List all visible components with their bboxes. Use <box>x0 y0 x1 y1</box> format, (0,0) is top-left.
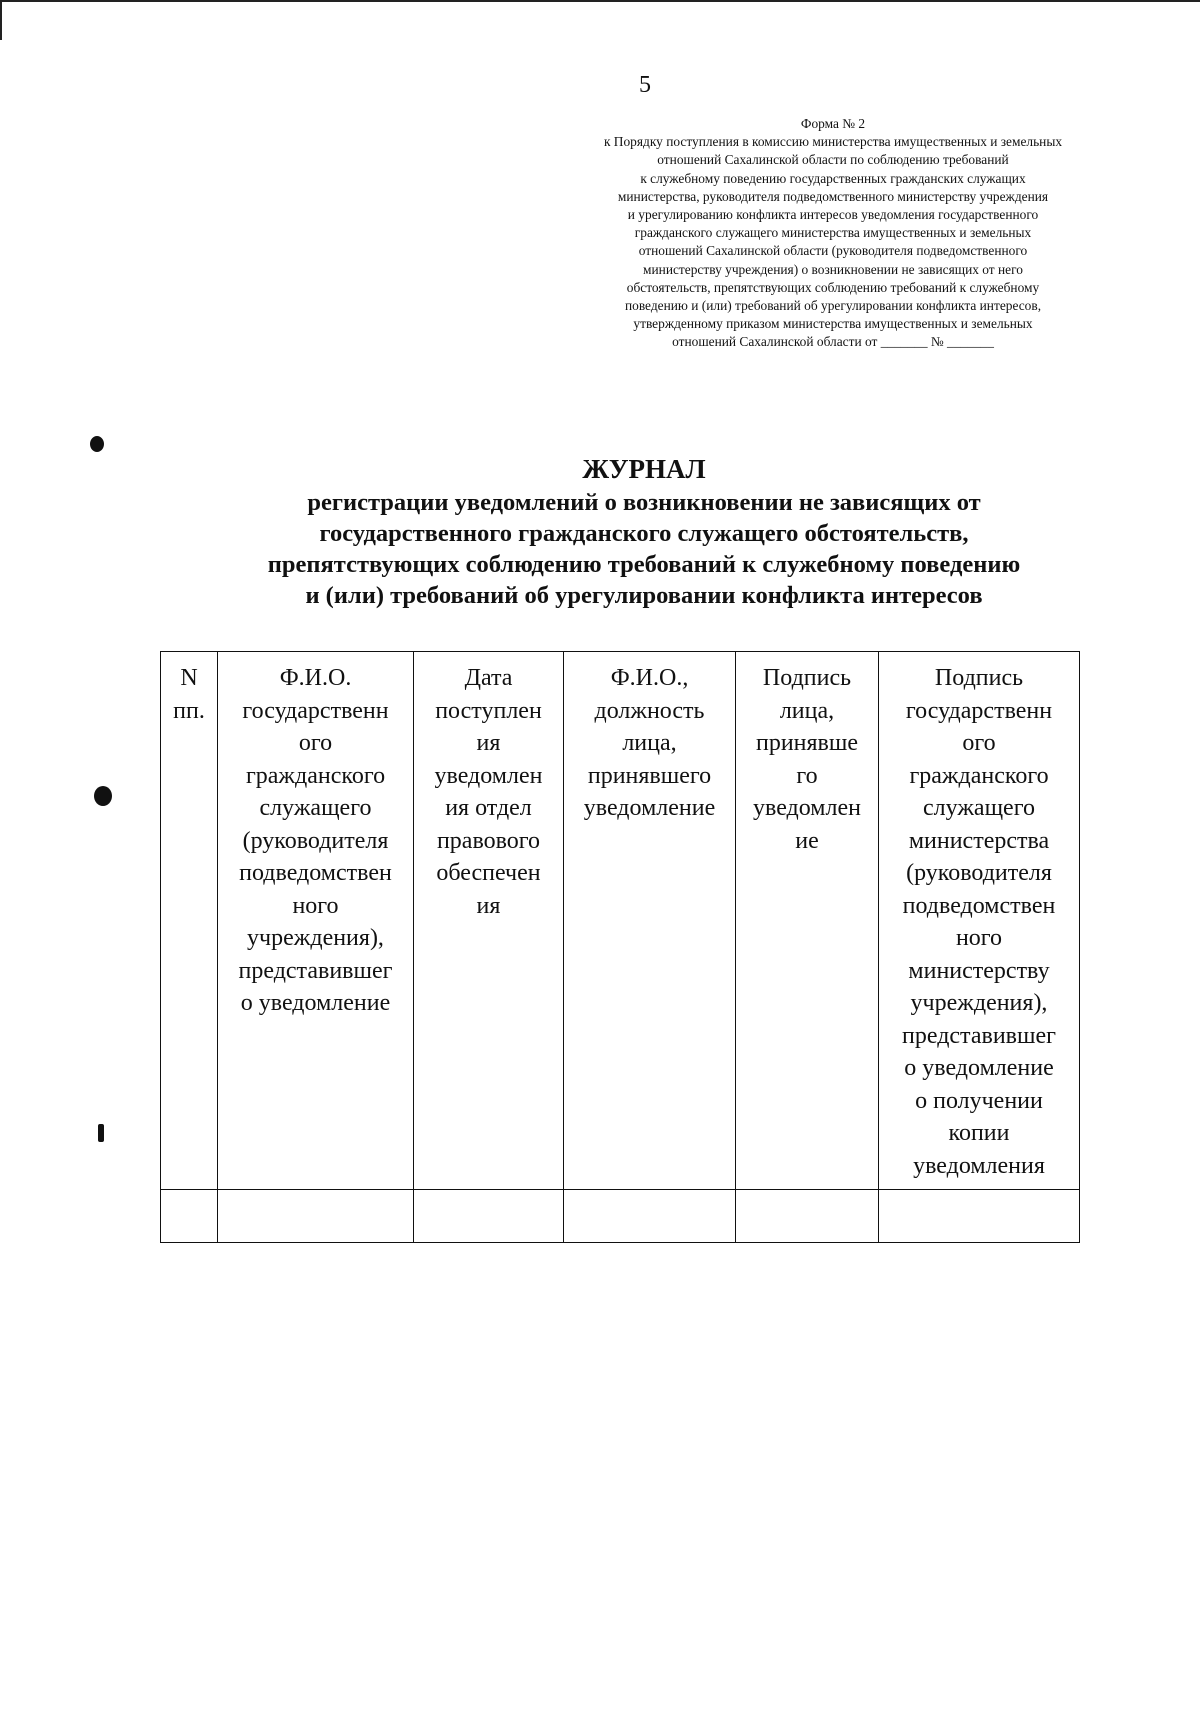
appendix-line: министерству учреждения) о возникновении не зависящих от него <box>643 261 1023 277</box>
table-cell <box>879 1190 1080 1243</box>
header-line: государственн <box>905 697 1053 724</box>
header-line: ия отдел <box>445 795 532 821</box>
header-line: ие <box>795 827 819 854</box>
table-header-row <box>161 652 1080 1190</box>
header-line: ия <box>476 730 501 756</box>
header-line: уведомление <box>583 795 716 821</box>
table-row <box>161 1190 1080 1243</box>
header-line: Ф.И.О., <box>610 665 689 691</box>
header-line: принявшего <box>587 762 712 789</box>
header-line: уведомлен <box>434 762 543 789</box>
subtitle-line: и (или) требований об урегулировании конфликта интересов <box>305 582 983 609</box>
subtitle-line: препятствующих соблюдению требований к служебному поведению <box>267 551 1021 578</box>
column-header-servant-signature <box>879 652 1080 1190</box>
header-line: пп. <box>173 697 205 724</box>
header-line: обеспечен <box>436 860 541 886</box>
table-cell <box>564 1190 736 1243</box>
appendix-line: к служебному поведению государственных гражданских служащих <box>640 170 1026 186</box>
journal-table <box>160 651 1080 1243</box>
header-line: о уведомление <box>240 990 391 1016</box>
appendix-line: поведению и (или) требований об урегулировании конфликта интересов, <box>624 298 1042 314</box>
form-appendix-note <box>548 115 1118 352</box>
appendix-line: к Порядку поступления в комиссию министерства имущественных и земельных <box>603 134 1063 150</box>
table-cell <box>736 1190 879 1243</box>
header-line: Подпись <box>762 665 852 691</box>
header-line: (руководителя <box>906 860 1052 886</box>
header-line: учреждения), <box>247 925 384 951</box>
header-line: представившег <box>902 1022 1056 1049</box>
table-cell <box>161 1190 218 1243</box>
scan-speck <box>94 786 112 806</box>
appendix-line: и урегулированию конфликта интересов уведомления государственного <box>627 207 1039 223</box>
header-line: Дата <box>464 665 513 691</box>
header-line: гражданского <box>245 762 386 789</box>
header-line: подведомствен <box>239 860 392 886</box>
appendix-line: отношений Сахалинской области от _______ № _______ <box>672 334 994 350</box>
scan-edge-left <box>0 0 2 40</box>
header-line: учреждения), <box>910 990 1048 1016</box>
appendix-line: министерства, руководителя подведомственного министерству учреждения <box>617 188 1049 204</box>
header-line: ого <box>298 730 333 756</box>
column-header-number <box>161 652 218 1190</box>
column-header-recipient-name <box>564 652 736 1190</box>
journal-title: ЖУРНАЛ <box>582 454 706 484</box>
journal-subtitle <box>100 487 1188 611</box>
header-line: должность <box>594 697 705 724</box>
scan-speck <box>98 1124 104 1142</box>
header-line: министерству <box>908 957 1050 984</box>
header-line: ия <box>476 892 501 919</box>
header-line: государственн <box>242 697 389 724</box>
table-cell <box>414 1190 564 1243</box>
column-header-servant-name <box>218 652 414 1190</box>
header-line: о получении <box>915 1087 1043 1114</box>
page-number: 5 <box>639 72 651 98</box>
header-line: уведомления <box>913 1152 1045 1179</box>
header-line: ного <box>292 892 339 919</box>
header-line: гражданского <box>909 762 1049 789</box>
header-line: принявше <box>755 730 859 756</box>
header-line: уведомлен <box>753 795 861 821</box>
appendix-line: отношений Сахалинской области по соблюдению требований <box>657 152 1009 168</box>
table-cell <box>218 1190 414 1243</box>
header-line: поступлен <box>435 697 542 724</box>
header-line: Ф.И.О. <box>279 665 352 691</box>
scan-speck <box>90 436 104 452</box>
header-line: ого <box>962 730 996 756</box>
header-line: представившег <box>238 957 393 984</box>
appendix-line: гражданского служащего министерства имущественных и земельных <box>634 225 1032 241</box>
header-line: о уведомление <box>904 1055 1054 1081</box>
header-line: лица, <box>622 730 677 756</box>
header-line: ного <box>955 925 1003 951</box>
header-line: министерства <box>908 827 1050 854</box>
subtitle-line: государственного гражданского служащего обстоятельств, <box>319 520 969 547</box>
header-line: подведомствен <box>902 892 1056 919</box>
appendix-line: Форма № 2 <box>800 116 866 131</box>
header-line: N <box>180 665 198 691</box>
journal-title-block <box>100 452 1188 611</box>
header-line: служащего <box>259 795 372 821</box>
header-line: (руководителя <box>242 827 389 854</box>
header-line: Подпись <box>934 665 1024 691</box>
header-line: лица, <box>779 697 835 724</box>
header-line: правового <box>436 827 541 854</box>
header-line: служащего <box>923 795 1035 821</box>
subtitle-line: регистрации уведомлений о возникновении не зависящих от <box>307 489 981 516</box>
header-line: го <box>796 762 818 789</box>
appendix-line: утвержденному приказом министерства имущественных и земельных <box>633 316 1033 332</box>
column-header-receipt-date <box>414 652 564 1190</box>
column-header-recipient-signature <box>736 652 879 1190</box>
appendix-line: отношений Сахалинской области (руководителя подведомственного <box>638 243 1028 259</box>
appendix-line: обстоятельств, препятствующих соблюдению требований к служебному <box>626 279 1040 295</box>
header-line: копии <box>948 1120 1010 1146</box>
scan-edge-top <box>0 0 1200 2</box>
